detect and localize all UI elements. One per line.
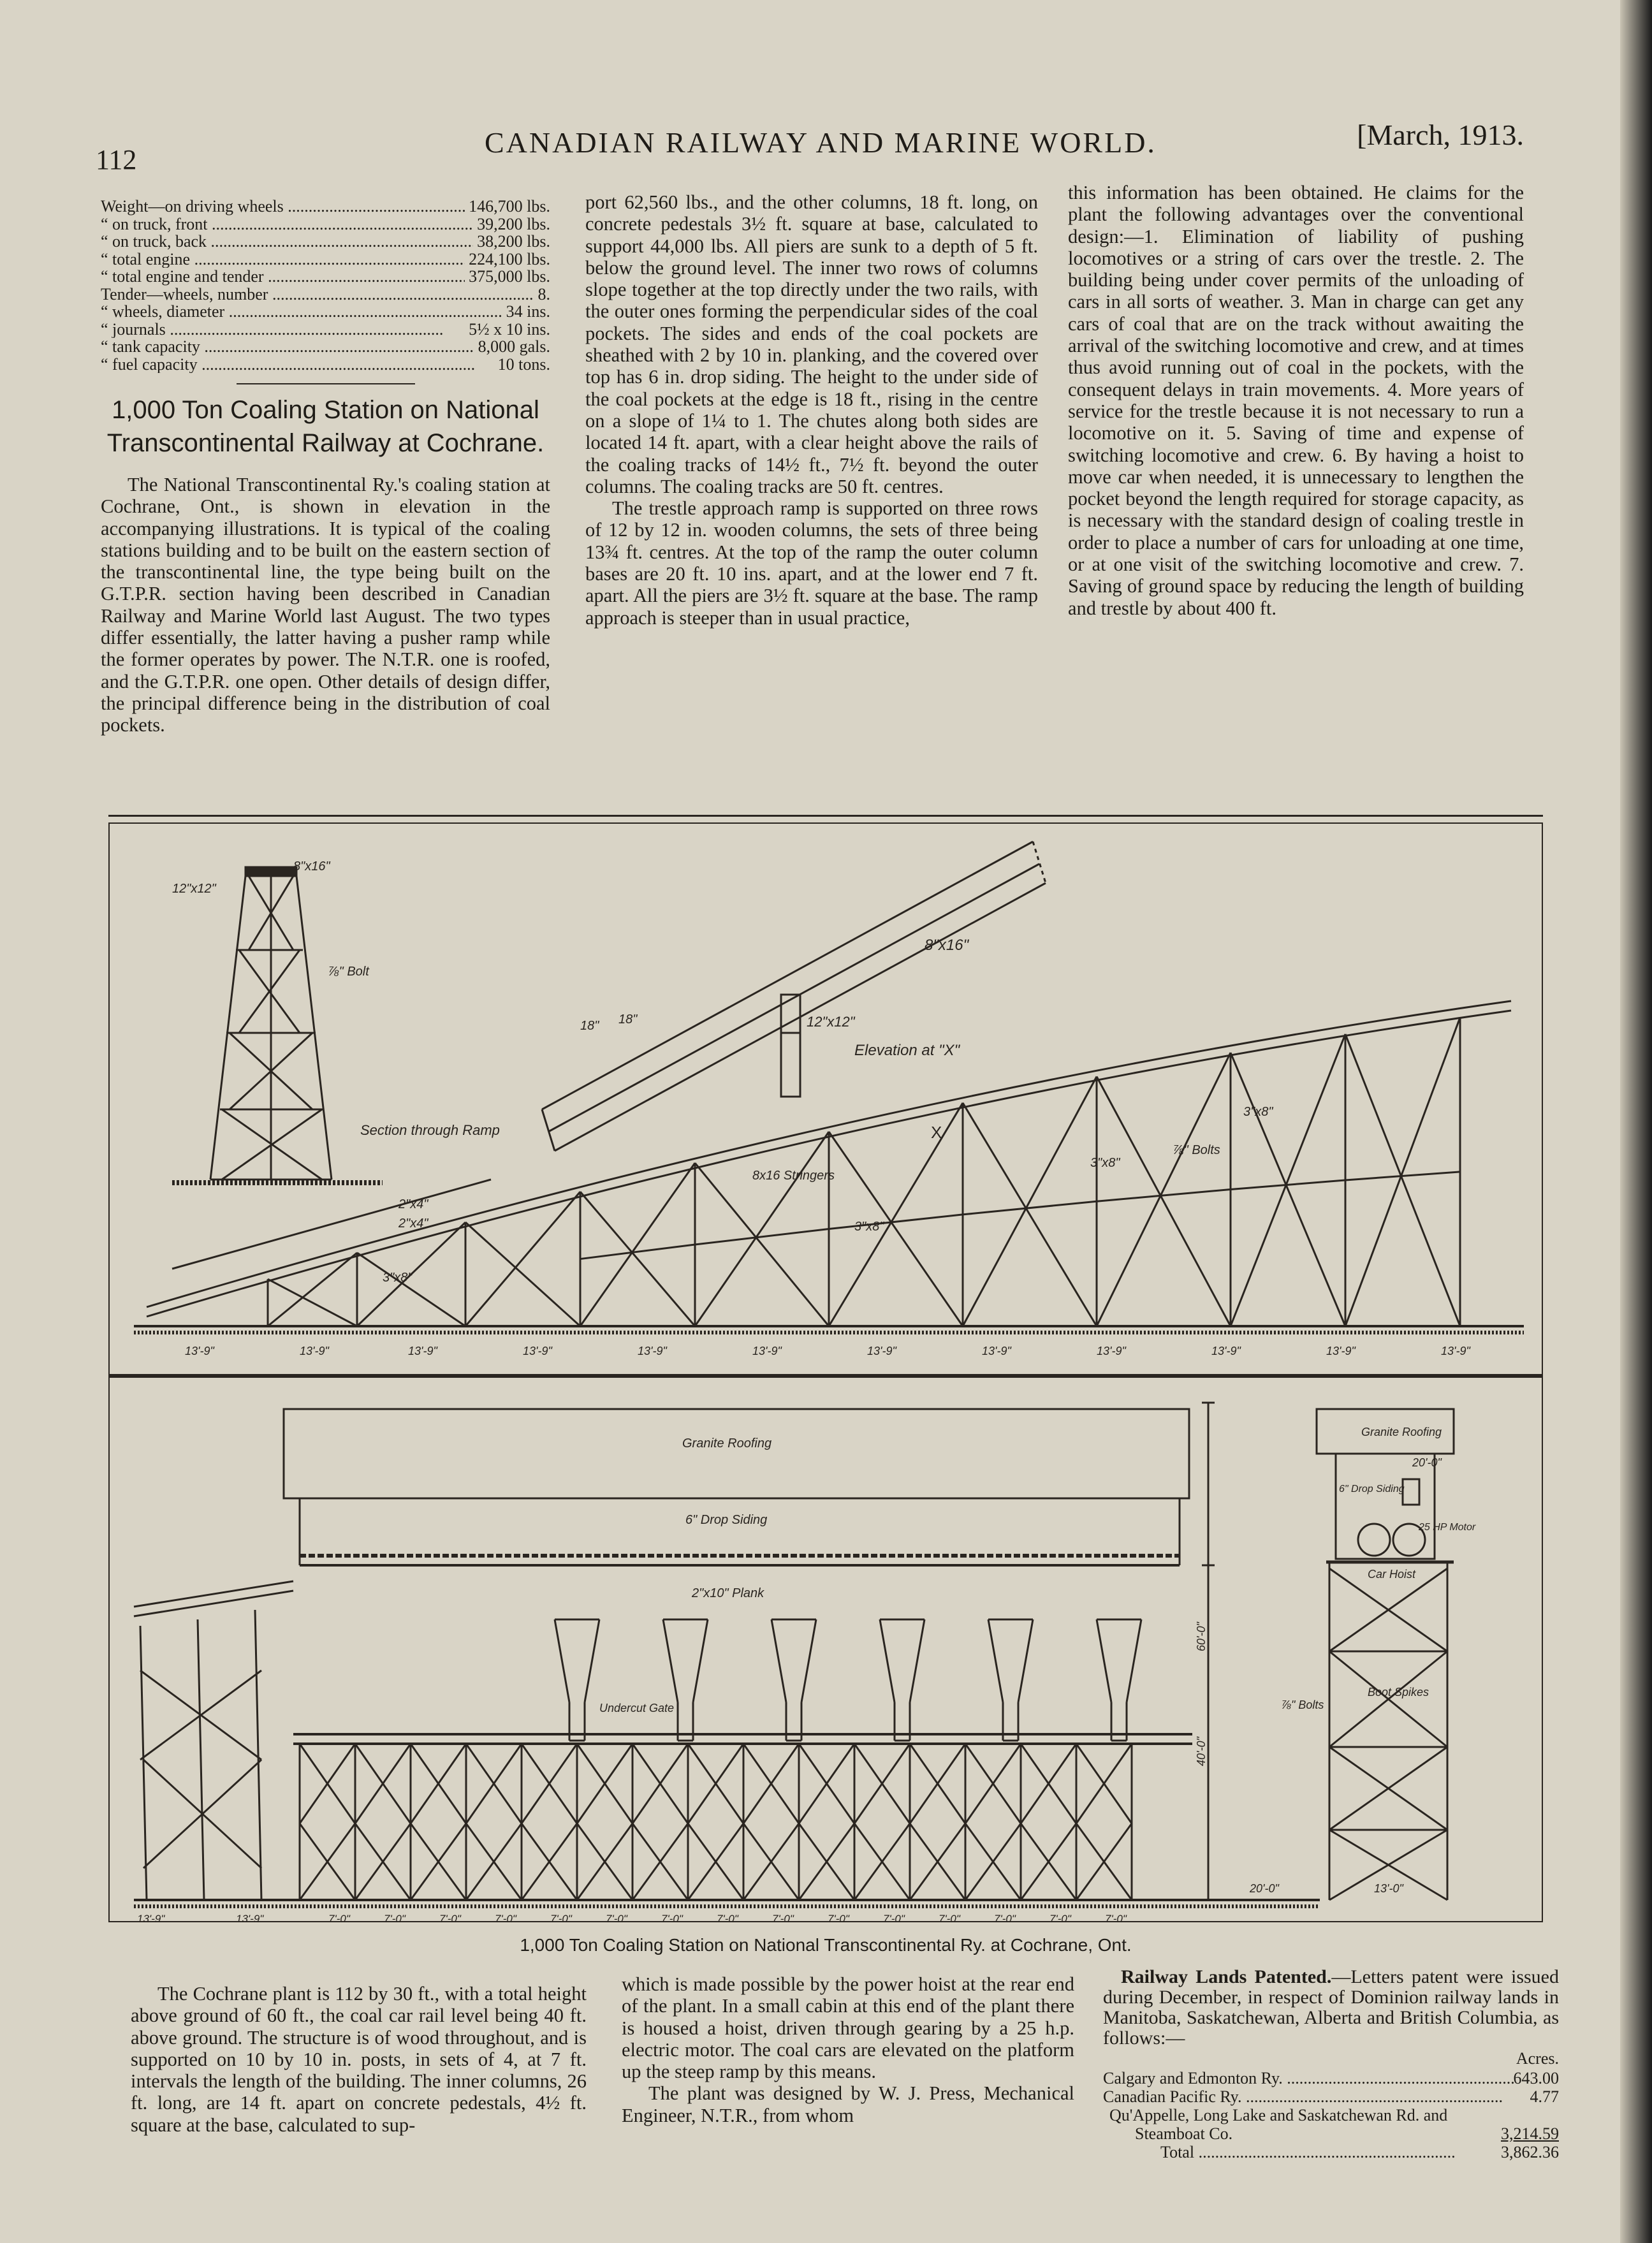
dim-7-0: 7'-0" (883, 1913, 905, 1922)
ramp-brace (695, 1132, 829, 1326)
page-number: 112 (96, 144, 137, 175)
pocket-side (663, 1619, 678, 1702)
page-edge-shadow (1620, 0, 1652, 2243)
ramp-girt (829, 1215, 963, 1229)
dim-7-0: 7'-0" (939, 1913, 960, 1922)
acres-row: Qu'Appelle, Long Lake and Saskatchewan Rd. and Steamboat Co. 3,214.59 (1109, 2106, 1559, 2143)
ramp-girt (695, 1229, 829, 1245)
label-drop-siding: 6" Drop Siding (685, 1513, 768, 1527)
dim-13-9-bottom: 13'-9" (236, 1913, 264, 1922)
dim-13-9: 13'-9" (1097, 1345, 1126, 1357)
figure-top-rule (108, 815, 1543, 817)
issue-date: [March, 1913. (1357, 119, 1524, 151)
ramp-brace (357, 1222, 465, 1326)
dim-7-0: 7'-0" (439, 1913, 461, 1922)
label-boot-spikes: Boot Spikes (1368, 1686, 1429, 1699)
dim-7-0: 7'-0" (717, 1913, 738, 1922)
dim-13-9: 13'-9" (300, 1345, 329, 1357)
spec-row: Tender—wheels, number ..... 8. (101, 286, 550, 303)
section-through-ramp (172, 867, 383, 1183)
article-paragraph: The trestle approach ramp is supported on three rows of 12 by 12 in. wooden columns, the sets of three being 13¾ ft. centres. At the top of the ramp the outer column bases are 20 ft. 10 ins. apart, and at the lower end 7 ft. apart. All the piers are 3½ ft. square at the base. The ramp approach is steeper than in usual practice, (585, 497, 1038, 629)
coaling-station-drawing (108, 822, 1543, 1922)
dim-13-9: 13'-9" (1326, 1345, 1356, 1357)
label-40-0: 40'-0" (1195, 1737, 1208, 1766)
dim-13-9: 13'-9" (867, 1345, 896, 1357)
journal-title: CANADIAN RAILWAY AND MARINE WORLD. (485, 126, 1157, 159)
dim-13-9: 13'-9" (1211, 1345, 1241, 1357)
label-car-hoist: Car Hoist (1368, 1568, 1416, 1581)
ramp-girt (580, 1245, 695, 1259)
section-divider (237, 383, 415, 384)
acres-row: Canadian Pacific Ry. ..... 4.77 (1103, 2087, 1559, 2106)
label-cab-drop-siding: 6" Drop Siding (1339, 1484, 1405, 1494)
article-paragraph: The National Transcontinental Ry.'s coaling station at Cochrane, Ont., is shown in elevation in the accompanying illustrations. It is typical of the coaling stations building and to be built on the eastern section of the transcontinental line, the type being built on the G.T.P.R. section having been described in Canadian Railway and Marine World last August. The two types differ essentially, the latter having a pusher ramp while the former operates by power. The N.T.R. one is roofed, and the G.T.P.R. one open. Other details of design differ, the principal difference being in the distribution of coal pockets. (101, 474, 550, 736)
label-2x4-a: 2"x4" (398, 1197, 428, 1211)
pocket-side (555, 1619, 569, 1702)
label-60-0: 60'-0" (1195, 1622, 1208, 1651)
dim-7-0: 7'-0" (828, 1913, 849, 1922)
label-bolt: ⅞" Bolt (328, 965, 369, 979)
dim-13-9: 13'-9" (752, 1345, 782, 1357)
dim-13-9: 13'-9" (638, 1345, 667, 1357)
label-granite-roofing: Granite Roofing (682, 1436, 772, 1450)
dim-7-0: 7'-0" (1105, 1913, 1127, 1922)
acres-row: Calgary and Edmonton Ry. ..... 643.00 (1103, 2069, 1559, 2087)
ramp-brace (465, 1222, 580, 1326)
ramp-brace (963, 1076, 1097, 1326)
pocket-side (1127, 1619, 1141, 1702)
pocket-side (1018, 1619, 1033, 1702)
bottom-column-1 (131, 1983, 587, 2136)
locomotive-specs (101, 198, 550, 736)
label-3x8-b: 3"x8" (854, 1220, 884, 1234)
article-column-2 (585, 191, 1038, 629)
label-undercut-gate: Undercut Gate (599, 1702, 675, 1714)
ramp-brace (1231, 1053, 1345, 1326)
label-20-0-top: 20'-0" (1412, 1456, 1442, 1469)
label-bolts-ramp: ⅞" Bolts (1173, 1143, 1220, 1157)
spec-row: “ fuel capacity ..... 10 tons. (101, 356, 550, 374)
label-motor: 25 HP Motor (1419, 1522, 1476, 1533)
dim-13-9-bottom: 13'-9" (137, 1913, 165, 1922)
ramp-brace (1231, 1034, 1345, 1326)
label-12x12-b: 12"x12" (807, 1014, 855, 1030)
dim-7-0: 7'-0" (495, 1913, 516, 1922)
label-8x16-a: 8"x16" (293, 859, 330, 873)
ramp-brace (357, 1253, 465, 1326)
spec-row: “ journals ..... 5½ x 10 ins. (101, 321, 550, 339)
dim-7-0: 7'-0" (606, 1913, 627, 1922)
pocket-side (693, 1619, 708, 1702)
elevation-x-detail (542, 842, 1046, 1151)
article-column-3 (1068, 182, 1524, 619)
dim-7-0: 7'-0" (994, 1913, 1016, 1922)
spec-row: Weight—on driving wheels ..... 146,700 lbs. (101, 198, 550, 216)
spec-row: “ wheels, diameter ..... 34 ins. (101, 303, 550, 321)
article-paragraph: this information has been obtained. He claims for the plant the following advantages over the conventional design:—1. Elimination of liability of pushing locomotives or a string of cars over the trestle. 2. The building being under cover permits of the unloading of cars in all sorts of weather. 3. Man in charge can get any cars of coal that are on the track without awaiting the arrival of the switching locomotive and crew, and at times thus avoid running out of coal in the pockets, with the consequent delays in train movements. 4. More years of service for the trestle because it is not necessary to run a locomotive on it. 5. Saving of time and expense of switching locomotive and crew. 6. By having a hoist to move car when needed, it is unnecessary to lengthen the pocket beyond the length required for storage capacity, as is necessary with the standard design of coaling trestle in order to place a number of cars for unloading at one time, or at one visit of the switching locomotive and crew. 7. Saving of ground space by reducing the length of building and trestle by about 400 ft. (1068, 182, 1524, 619)
dim-13-9: 13'-9" (185, 1345, 214, 1357)
dim-7-0: 7'-0" (328, 1913, 350, 1922)
label-20-0-bottom: 20'-0" (1250, 1882, 1279, 1895)
acres-heading: Acres. (1516, 2049, 1559, 2068)
dim-7-0: 7'-0" (661, 1913, 683, 1922)
dim-13-9: 13'-9" (523, 1345, 552, 1357)
label-18-b: 18" (618, 1012, 638, 1027)
ramp-brace (268, 1279, 357, 1326)
spec-row: “ total engine ..... 224,100 lbs. (101, 251, 550, 268)
figure-caption: 1,000 Ton Coaling Station on National Transcontinental Ry. at Cochrane, Ont. (520, 1935, 1132, 1955)
article-paragraph: The Cochrane plant is 112 by 30 ft., with a total height above ground of 60 ft., the coal car rail level being 40 ft. above ground. The structure is of wood throughout, and is supported on 10 by 10 in. posts, in sets of 4, at 7 ft. intervals the length of the building. The inner columns, 26 ft. long, are 14 ft. apart on concrete pedestals, 4½ ft. square at the base, calculated to sup- (131, 1983, 587, 2136)
spec-row: “ total engine and tender ..... 375,000 lbs. (101, 268, 550, 286)
dim-7-0: 7'-0" (1049, 1913, 1071, 1922)
lands-heading: Railway Lands Patented. (1121, 1966, 1332, 1987)
label-granite-roofing-hoist: Granite Roofing (1361, 1426, 1442, 1438)
pocket-side (771, 1619, 786, 1702)
label-18-a: 18" (580, 1019, 599, 1033)
pocket-side (801, 1619, 816, 1702)
label-elevation-x: Elevation at "X" (854, 1042, 960, 1059)
dim-13-9: 13'-9" (982, 1345, 1011, 1357)
ramp-brace (1097, 1053, 1231, 1326)
ramp-brace (1097, 1076, 1231, 1326)
pocket-side (880, 1619, 895, 1702)
spec-row: “ on truck, back ..... 38,200 lbs. (101, 233, 550, 251)
label-x-mark: X (931, 1123, 942, 1142)
label-2x4-b: 2"x4" (398, 1216, 428, 1231)
bottom-column-2 (622, 1973, 1074, 2126)
pocket-side (910, 1619, 925, 1702)
dim-13-9: 13'-9" (1441, 1345, 1470, 1357)
page-header (96, 118, 1524, 175)
ramp-brace (829, 1103, 963, 1326)
label-stringers: 8x16 Stringers (752, 1169, 835, 1183)
dim-7-0: 7'-0" (384, 1913, 406, 1922)
dim-7-0: 7'-0" (772, 1913, 794, 1922)
ramp-brace (963, 1103, 1097, 1326)
article-paragraph: port 62,560 lbs., and the other columns, 18 ft. long, on concrete pedestals 3½ ft. square at base, calculated to support 44,000 lbs. All piers are sunk to a depth of 5 ft. below the ground level. The inner two rows of columns slope together at the top directly under the two rails, with the outer ones forming the perpendicular sides of the coal pockets. The sides and ends of the coal pockets are sheathed with 2 by 10 in. planking, and the covered over top has 6 in. drop siding. The height to the under side of the coal pockets at the edge is 18 ft., rising in the centre on a slope of 1¼ to 1. The chutes along both sides are located 14 ft. apart, with a clear height above the rails of the coaling tracks of 14½ ft., 7½ ft. beyond the outer columns. The coaling tracks are 50 ft. centres. (585, 191, 1038, 497)
railway-lands-notice (1103, 1967, 1559, 2161)
label-12x12: 12"x12" (172, 882, 216, 896)
label-8x16-b: 8"x16" (925, 937, 969, 954)
pocket-side (585, 1619, 599, 1702)
ramp-brace (268, 1253, 357, 1326)
label-3x8-d: 3"x8" (1243, 1105, 1273, 1119)
spec-row: “ on truck, front ..... 39,200 lbs. (101, 216, 550, 233)
ramp-brace (580, 1163, 695, 1326)
pocket-side (1097, 1619, 1111, 1702)
lands-intro: —Letters patent were issued during December, in respect of Dominion railway lands in Manitoba, Saskatchewan, Alberta and British Columbia, as follows:— (1103, 1966, 1559, 2049)
label-bolts-hoist: ⅞" Bolts (1282, 1699, 1324, 1711)
ramp-brace (580, 1192, 695, 1326)
article-paragraph: The plant was designed by W. J. Press, Mechanical Engineer, N.T.R., from whom (622, 2082, 1074, 2126)
article-title: 1,000 Ton Coaling Station on National Transcontinental Railway at Cochrane. (106, 396, 545, 457)
ramp-brace (829, 1132, 963, 1326)
dim-7-0: 7'-0" (550, 1913, 572, 1922)
label-3x8-c: 3"x8" (1090, 1156, 1120, 1170)
label-plank: 2"x10" Plank (692, 1586, 764, 1600)
dim-13-9: 13'-9" (408, 1345, 437, 1357)
spec-row: “ tank capacity ..... 8,000 gals. (101, 338, 550, 356)
pocket-side (988, 1619, 1003, 1702)
ramp-brace (695, 1163, 829, 1326)
label-3x8-a: 3"x8" (383, 1271, 413, 1285)
article-paragraph: which is made possible by the power hoist at the rear end of the plant. In a small cabin at this end of the plant there is housed a hoist, driven through gearing by a 25 h.p. electric motor. The coal cars are elevated on the platform up the steep ramp by this means. (622, 1973, 1074, 2083)
label-section-through-ramp: Section through Ramp (360, 1122, 500, 1138)
acres-row: Total ..... 3,862.36 (1103, 2143, 1559, 2161)
label-13-0: 13'-0" (1374, 1882, 1403, 1895)
